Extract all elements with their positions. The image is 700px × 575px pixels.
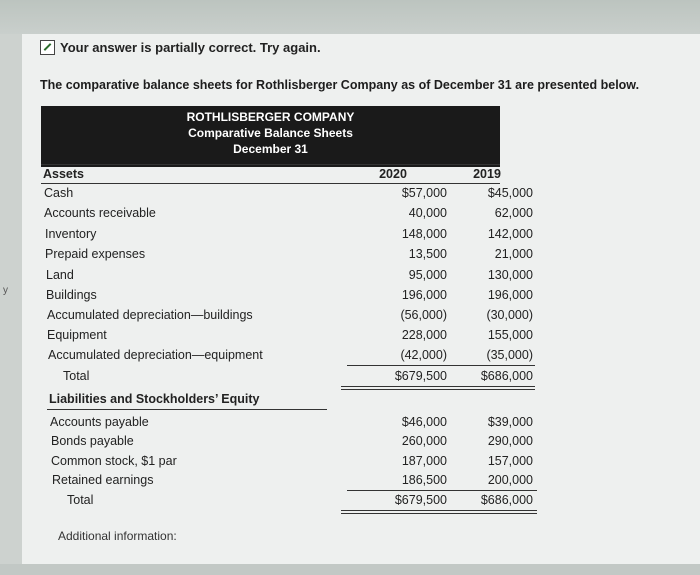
assets-total-row: Total $679,500 $686,000 — [63, 369, 533, 383]
left-strip — [0, 34, 22, 575]
asset-row: Land 95,000 130,000 — [46, 268, 533, 282]
liabilities-heading-row — [41, 389, 500, 409]
liability-row: Common stock, $1 par 187,000 157,000 — [51, 454, 533, 468]
asset-row: Cash $57,000 $45,000 — [44, 186, 533, 200]
liability-row: Retained earnings 186,500 200,000 — [52, 473, 533, 487]
year-2019-heading: 2019 — [473, 167, 501, 181]
side-mark: y — [3, 285, 8, 296]
asset-row: Accounts receivable 40,000 62,000 — [44, 206, 533, 220]
asset-row: Accumulated depreciation—buildings (56,000) (30,000) — [47, 308, 533, 322]
company-name: ROTHLISBERGER COMPANY — [186, 110, 355, 124]
balance-sheet — [41, 106, 533, 516]
status-text: Your answer is partially correct. Try again. — [60, 40, 321, 55]
answer-status — [40, 40, 321, 55]
partial-correct-icon — [40, 40, 55, 55]
top-bar — [0, 0, 700, 34]
sheet-date: December 31 — [233, 142, 308, 156]
liability-row: Accounts payable $46,000 $39,000 — [50, 415, 533, 429]
year-2020-heading: 2020 — [379, 167, 407, 181]
asset-row: Prepaid expenses 13,500 21,000 — [45, 247, 533, 261]
additional-information-label: Additional information: — [58, 529, 177, 543]
section-rule — [47, 409, 327, 410]
asset-row: Equipment 228,000 155,000 — [47, 328, 533, 342]
bottom-bar — [0, 564, 700, 575]
total-double-rule — [439, 510, 537, 514]
liabilities-total-row: Total $679,500 $686,000 — [67, 493, 533, 507]
total-double-rule — [341, 510, 451, 514]
liability-row: Bonds payable 260,000 290,000 — [51, 434, 533, 448]
intro-text: The comparative balance sheets for Rothlisberger Company as of December 31 are presented below. — [40, 78, 640, 92]
sheet-title: Comparative Balance Sheets — [188, 126, 353, 140]
column-header-row — [41, 164, 500, 184]
assets-heading: Assets — [43, 167, 84, 181]
asset-row: Accumulated depreciation—equipment (42,000) (35,000) — [48, 348, 533, 362]
asset-row: Buildings 196,000 196,000 — [46, 288, 533, 302]
sheet-header — [41, 106, 500, 167]
asset-row: Inventory 148,000 142,000 — [45, 227, 533, 241]
liabilities-heading: Liabilities and Stockholders’ Equity — [49, 392, 260, 406]
